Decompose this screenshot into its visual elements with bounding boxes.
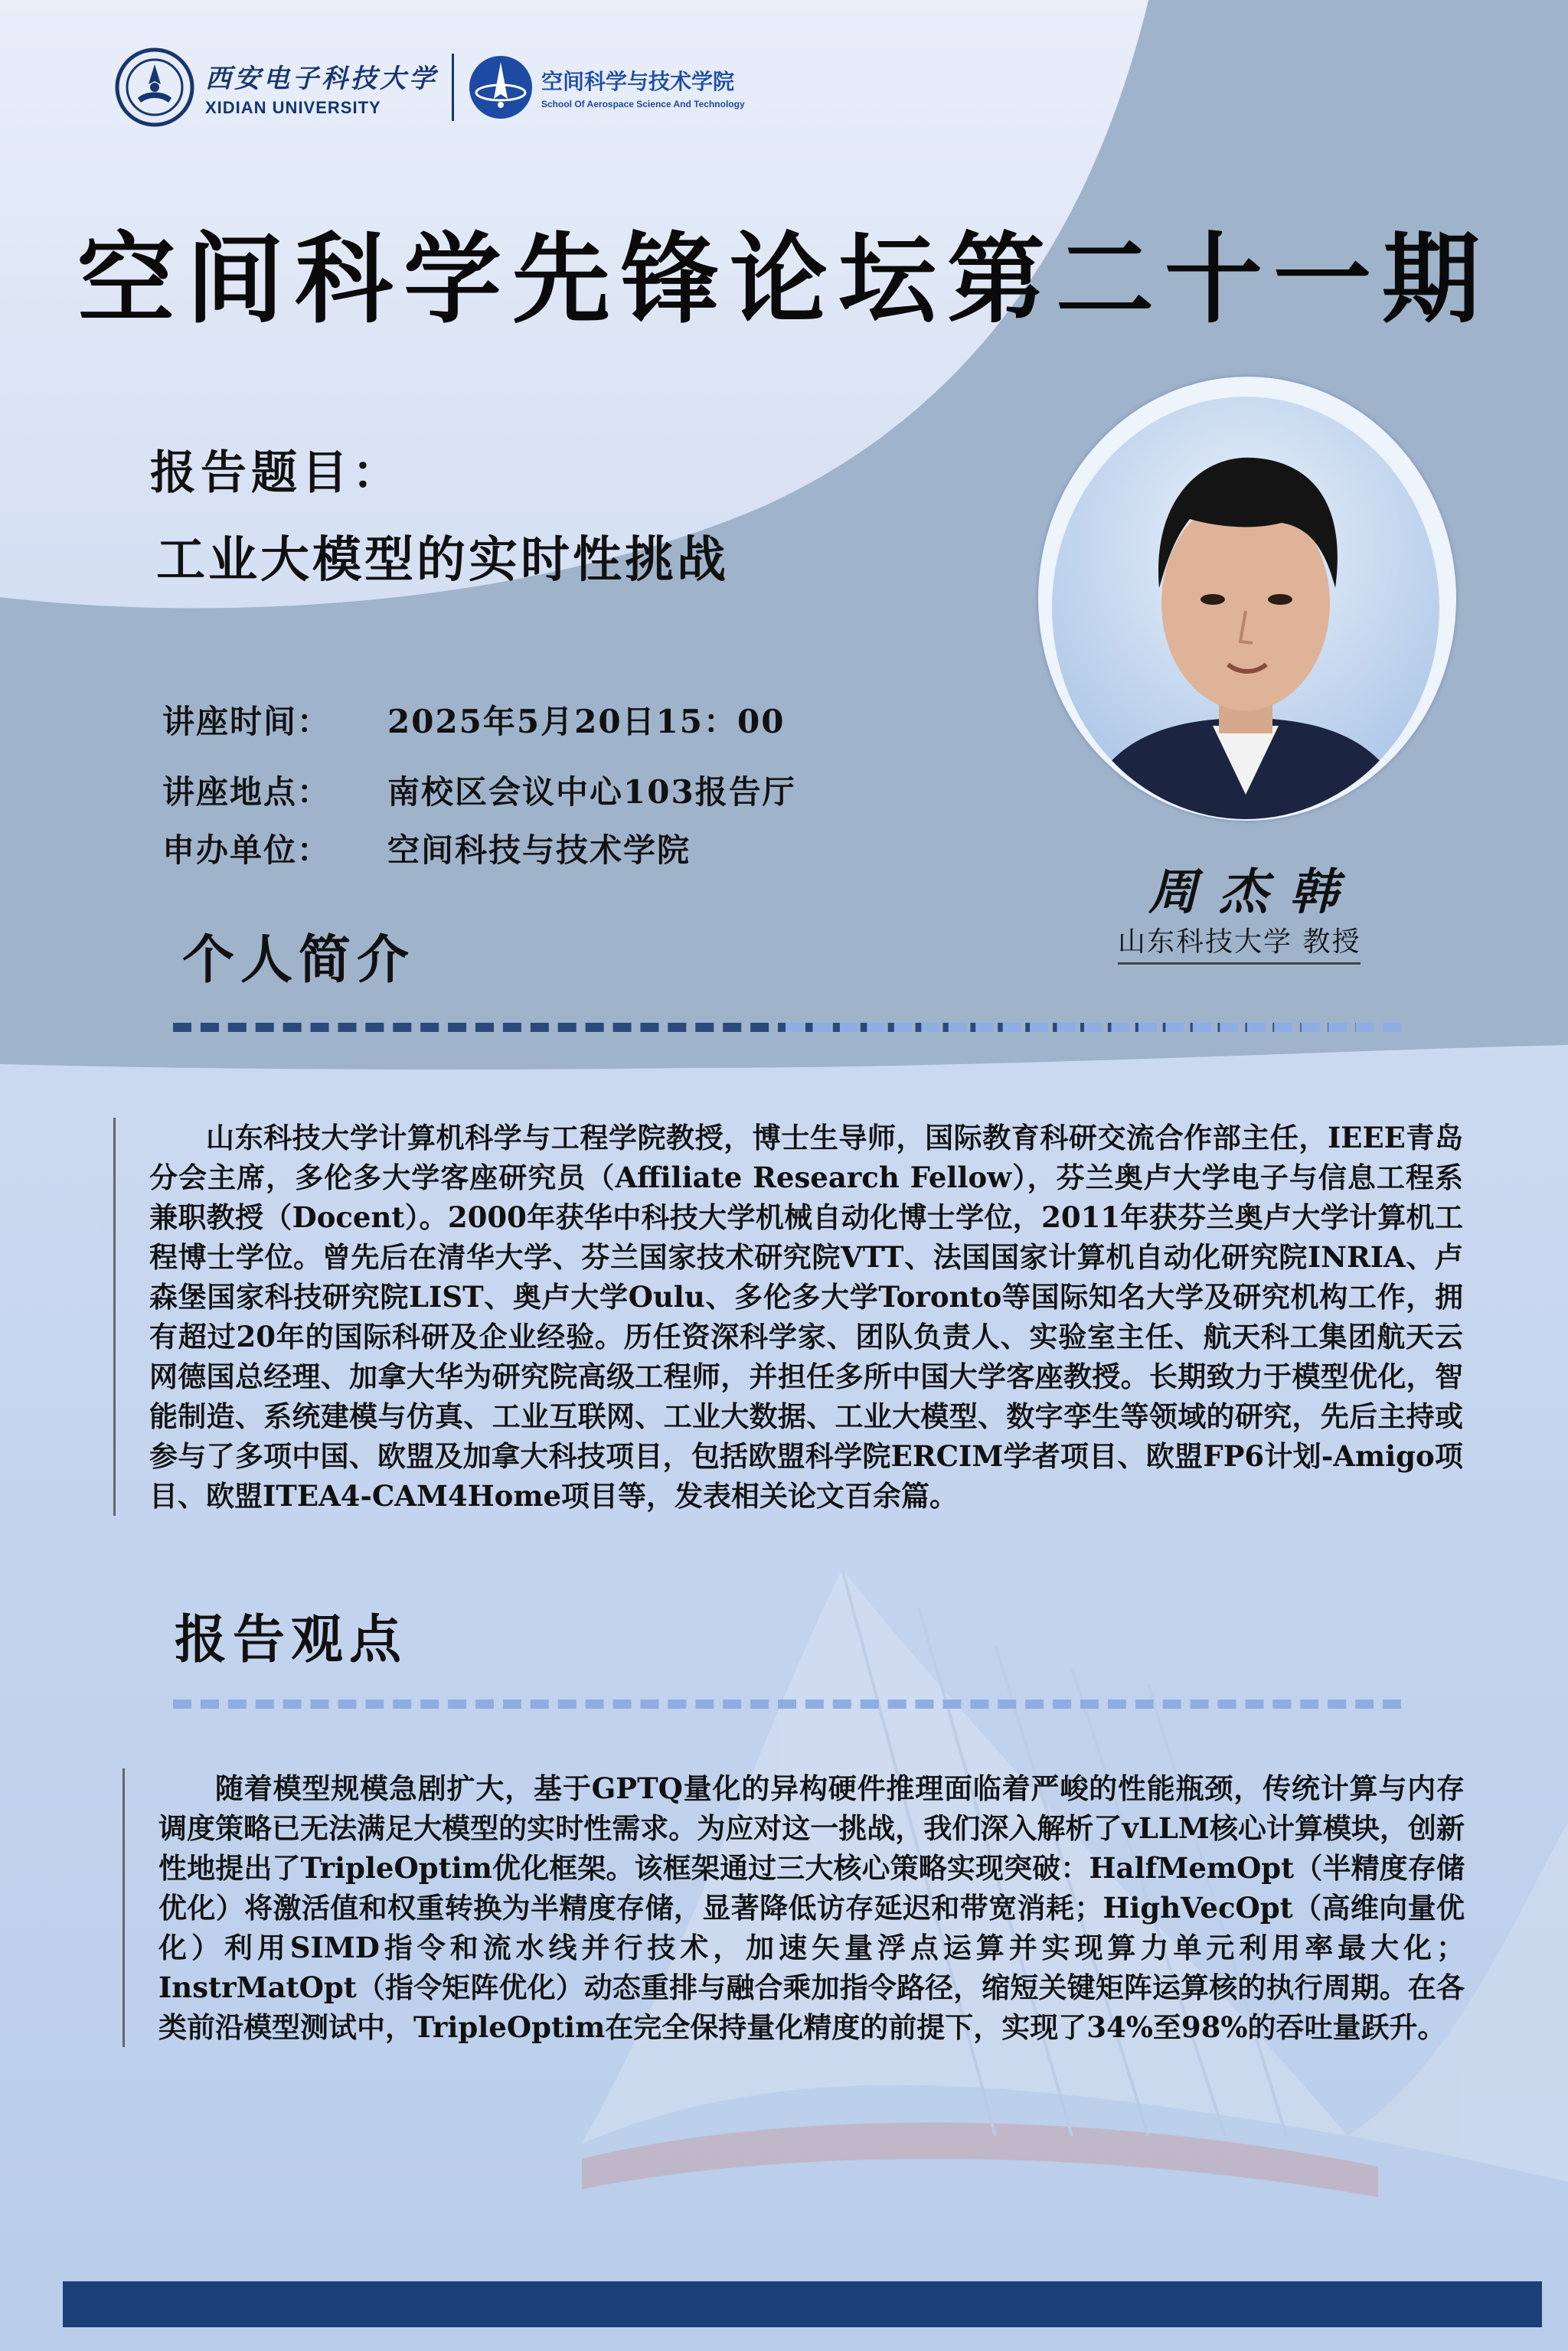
bio-heading: 个人简介 — [182, 930, 416, 991]
footer-bar — [63, 2281, 1542, 2327]
logo-row — [115, 47, 745, 127]
bio-text-block — [113, 1118, 1463, 1516]
bio-divider-light — [786, 1023, 1401, 1032]
info-label: 讲座时间： — [162, 703, 332, 740]
speaker-photo — [1052, 397, 1439, 819]
info-label: 申办单位： — [162, 831, 332, 869]
university-name-en: XIDIAN UNIVERSITY — [205, 97, 381, 117]
speaker-affiliation: 山东科技大学 教授 — [1118, 920, 1361, 965]
info-row-organizer — [162, 825, 691, 871]
info-label: 讲座地点： — [162, 773, 332, 811]
bio-paragraph: 山东科技大学计算机科学与工程学院教授，博士生导师，国际教育科研交流合作部主任，IEEE青岛分会主席，多伦多大学客座研究员（Affiliate Research Fellow），芬兰奥卢大学电子与信息工程系兼职教授（Docent）。2000年获华中科技大学机械自动化博士学位，2011年获芬兰奥卢大学计算机工程博士学位。曾先后在清华大学、芬兰国家技术研究院VTT、法国国家计算机自动化研究院INRIA、卢森堡国家科技研究院LIST、奥卢大学Oulu、多伦多大学Toronto等国际知名大学及研究机构工作，拥有超过20年的国际科研及企业经验。历任资深科学家、团队负责人、实验室主任、航天科工集团航天云网德国总经理、加拿大华为研究院高级工程师，并担任多所中国大学客座教授。长期致力于模型优化，智能制造、系统建模与仿真、工业互联网、工业大数据、工业大模型、数字孪生等领域的研究，先后主持或参与了多项中国、欧盟及加拿大科技项目，包括欧盟科学院ERCIM学者项目、欧盟FP6计划-Amigo项目、欧盟ITEA4-CAM4Home项目等，发表相关论文百余篇。 — [149, 1121, 1463, 1513]
info-value: 空间科技与技术学院 — [387, 831, 691, 869]
speaker-name: 周杰韩 — [1148, 864, 1360, 921]
abstract-paragraph: 随着模型规模急剧扩大，基于GPTQ量化的异构硬件推理面临着严峻的性能瓶颈，传统计算与内存调度策略已无法满足大模型的实时性需求。为应对这一挑战，我们深入解析了vLLM核心计算模块，创新性地提出了TripleOptim优化框架。该框架通过三大核心策略实现突破：HalfMemOpt（半精度存储优化）将激活值和权重转换为半精度存储，显著降低访存延迟和带宽消耗；HighVecOpt（高维向量优化）利用SIMD指令和流水线并行技术，加速矢量浮点运算并实现算力单元利用率最大化；InstrMatOpt（指令矩阵优化）动态重排与融合乘加指令路径，缩短关键矩阵运算核的执行周期。在各类前沿模型测试中，TripleOptim在完全保持量化精度的前提下，实现了34%至98%的吞吐量跃升。 — [158, 1771, 1465, 2044]
university-name-cn: 西安电子科技大学 — [205, 63, 438, 94]
abstract-divider — [173, 1700, 1401, 1709]
poster-title: 空间科学先锋论坛第二十一期 — [77, 223, 1491, 337]
school-emblem-icon — [468, 54, 534, 120]
abstract-heading: 报告观点 — [175, 1610, 408, 1670]
abstract-text-block — [122, 1768, 1465, 2047]
school-name-cn: 空间科学与技术学院 — [541, 69, 735, 94]
info-value: 2025年5月20日15：00 — [387, 703, 786, 740]
topic-label: 报告题目： — [150, 446, 403, 500]
school-name-en: School Of Aerospace Science And Technology — [541, 99, 745, 109]
info-value: 南校区会议中心103报告厅 — [387, 773, 796, 811]
university-seal-icon — [115, 47, 194, 127]
logo-divider — [452, 54, 454, 121]
info-row-time — [162, 697, 785, 743]
info-row-location — [162, 767, 796, 813]
speaker-portrait — [1052, 397, 1439, 819]
topic-title: 工业大模型的实时性挑战 — [156, 532, 729, 589]
